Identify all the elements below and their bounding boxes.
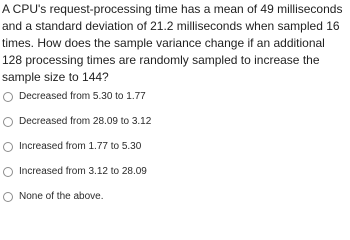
option-label: Decreased from 28.09 to 3.12: [19, 116, 152, 127]
radio-button[interactable]: [3, 92, 13, 102]
answer-option-3[interactable]: [0, 134, 350, 159]
answer-options: [0, 84, 350, 209]
question-text: A CPU's request-processing time has a mean of 49 milliseconds and a standard deviation of 21.2 milliseconds when sampled 16 times. How does the sample variance change if an additional 128 processing times are randomly sampled to increase the sample size to 144?: [2, 2, 343, 84]
answer-option-4[interactable]: [0, 159, 350, 184]
radio-button[interactable]: [3, 192, 13, 202]
radio-button[interactable]: [3, 167, 13, 177]
radio-button[interactable]: [3, 142, 13, 152]
answer-option-2[interactable]: [0, 109, 350, 134]
answer-option-1[interactable]: [0, 84, 350, 109]
option-label: None of the above.: [19, 191, 104, 202]
option-label: Increased from 1.77 to 5.30: [19, 141, 142, 152]
option-label: Decreased from 5.30 to 1.77: [19, 91, 146, 102]
option-label: Increased from 3.12 to 28.09: [19, 166, 147, 177]
answer-option-5[interactable]: [0, 184, 350, 209]
radio-button[interactable]: [3, 117, 13, 127]
